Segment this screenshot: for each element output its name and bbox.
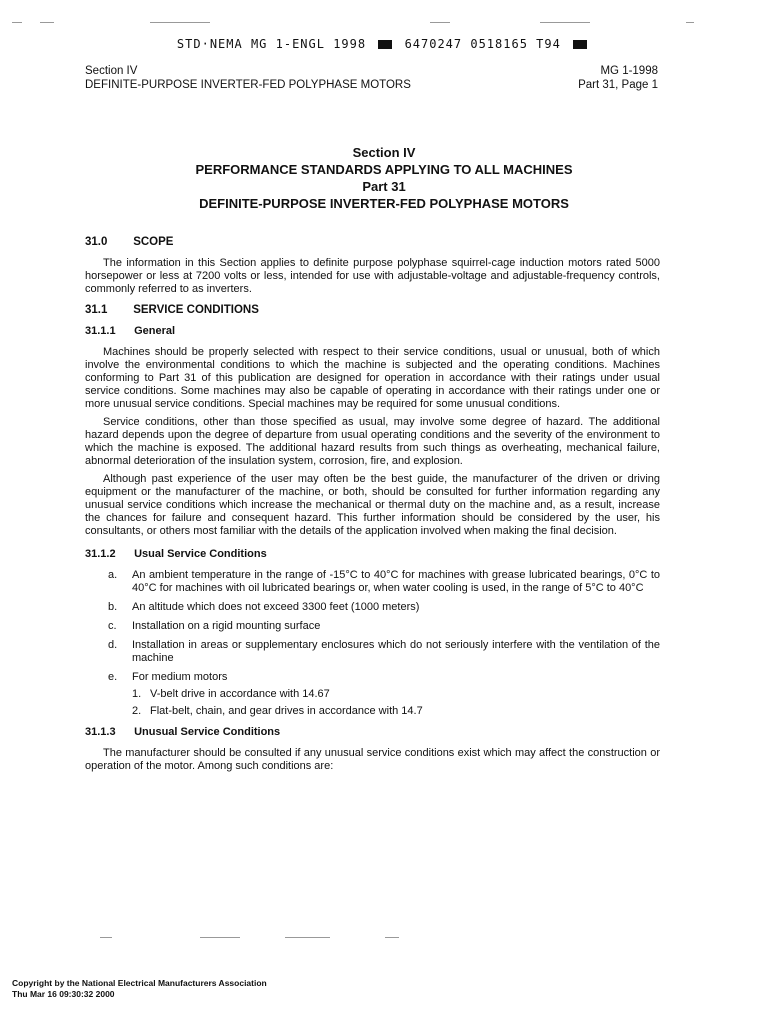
subsection-title: General bbox=[134, 325, 176, 337]
sublist-item bbox=[132, 688, 660, 701]
section-title: SERVICE CONDITIONS bbox=[133, 304, 259, 316]
scan-mark bbox=[686, 22, 694, 23]
scan-mark bbox=[540, 22, 590, 23]
list-item bbox=[85, 639, 660, 665]
list-number: 2. bbox=[132, 705, 142, 717]
subsection-heading-usual bbox=[85, 548, 660, 561]
subsection-title: Unusual Service Conditions bbox=[134, 726, 281, 738]
section-title: SCOPE bbox=[133, 236, 174, 248]
copyright-line: Copyright by the National Electrical Manufacturers Association bbox=[12, 978, 267, 988]
copyright-footer bbox=[12, 978, 267, 1000]
unusual-paragraph: The manufacturer should be consulted if any unusual service conditions exist which may affect the construction or operation of the motor. Among such conditions are: bbox=[85, 747, 660, 772]
list-text: An altitude which does not exceed 3300 feet (1000 meters) bbox=[132, 601, 420, 613]
stamp-text: STD·NEMA MG 1-ENGL 1998 bbox=[176, 37, 367, 51]
list-text: V-belt drive in accordance with 14.67 bbox=[150, 688, 330, 700]
scan-mark bbox=[12, 22, 22, 23]
scan-mark bbox=[40, 22, 54, 23]
list-letter: e. bbox=[108, 671, 118, 683]
scan-mark bbox=[285, 937, 330, 938]
stamp-block bbox=[573, 40, 587, 49]
section-heading-scope bbox=[85, 236, 660, 249]
subsection-title: Usual Service Conditions bbox=[134, 548, 267, 560]
running-header-right bbox=[578, 64, 658, 92]
header-section: Section IV bbox=[85, 65, 138, 77]
list-item bbox=[85, 569, 660, 595]
list-letter: d. bbox=[108, 639, 118, 651]
list-letter: c. bbox=[108, 620, 117, 632]
list-number: 1. bbox=[132, 688, 142, 700]
medium-motors-sublist bbox=[132, 688, 660, 718]
list-item bbox=[85, 671, 660, 718]
header-section-title: DEFINITE-PURPOSE INVERTER-FED POLYPHASE MOTORS bbox=[85, 79, 411, 91]
list-letter: b. bbox=[108, 601, 118, 613]
subsection-number: 31.1.3 bbox=[85, 726, 116, 738]
list-text: For medium motors bbox=[132, 671, 228, 683]
timestamp-line: Thu Mar 16 09:30:32 2000 bbox=[12, 989, 115, 999]
running-header-left bbox=[85, 64, 411, 92]
subsection-number: 31.1.1 bbox=[85, 325, 116, 337]
scan-mark bbox=[150, 22, 210, 23]
header-doc-id: MG 1-1998 bbox=[600, 65, 658, 77]
title-section: Section IV bbox=[352, 145, 416, 160]
list-item bbox=[85, 601, 660, 614]
document-stamp bbox=[0, 37, 768, 51]
stamp-block bbox=[378, 40, 392, 49]
title-performance: PERFORMANCE STANDARDS APPLYING TO ALL MACHINES bbox=[195, 162, 573, 177]
header-page-ref: Part 31, Page 1 bbox=[578, 79, 658, 91]
scan-mark bbox=[100, 937, 112, 938]
title-part: Part 31 bbox=[362, 179, 406, 194]
list-letter: a. bbox=[108, 569, 118, 581]
section-heading-service-conditions bbox=[85, 304, 660, 317]
sublist-item bbox=[132, 705, 660, 718]
subsection-heading-unusual bbox=[85, 726, 660, 739]
general-paragraph-3: Although past experience of the user may often be the best guide, the manufacturer of the driven or driving equipment or the manufacturer of the machine, or both, should be consulted for further information regarding any unusual service conditions which increase the mechanical or thermal duty on the machine and, as a result, increase the chances for failure and consequent hazard. This further information should be considered by the user, his consultants, or others most familiar with the details of the application involved when making the final decision. bbox=[85, 473, 660, 537]
scan-mark bbox=[385, 937, 399, 938]
page-title-block bbox=[0, 144, 768, 212]
usual-conditions-list bbox=[85, 569, 660, 718]
section-number: 31.1 bbox=[85, 304, 108, 316]
list-text: Installation in areas or supplementary enclosures which do not seriously interfere with the ventilation of the machine bbox=[132, 639, 660, 664]
title-part-name: DEFINITE-PURPOSE INVERTER-FED POLYPHASE MOTORS bbox=[199, 196, 569, 211]
scope-paragraph: The information in this Section applies to definite purpose polyphase squirrel-cage induction motors rated 5000 horsepower or less at 7200 volts or less, intended for use with adjustable-voltage and adjustable-frequency controls, commonly referred to as inverters. bbox=[85, 257, 660, 295]
section-number: 31.0 bbox=[85, 236, 108, 248]
general-paragraph-2: Service conditions, other than those specified as usual, may involve some degree of hazard. The additional hazard depends upon the degree of departure from usual operating conditions and the severity of the environment to which the machine is exposed. The additional hazard results from such things as overheating, mechanical failure, abnormal deterioration of the insulation system, corrosion, fire, and explosion. bbox=[85, 416, 660, 467]
list-text: Installation on a rigid mounting surface bbox=[132, 620, 321, 632]
subsection-number: 31.1.2 bbox=[85, 548, 116, 560]
subsection-heading-general bbox=[85, 325, 660, 338]
general-paragraph-1: Machines should be properly selected with respect to their service conditions, usual or unusual, both of which involve the environmental conditions to which the machine is subjected and the operating conditions. Machines conforming to Part 31 of this publication are designed for operation in accordance with their ratings under usual service conditions. Some machines may also be capable of operating in accordance with their ratings under one or more unusual service conditions. Special machines may be required for some unusual conditions. bbox=[85, 346, 660, 410]
scan-mark bbox=[430, 22, 450, 23]
list-item bbox=[85, 620, 660, 633]
stamp-code: 6470247 0518165 T94 bbox=[404, 37, 561, 51]
scan-mark bbox=[200, 937, 240, 938]
document-body bbox=[85, 236, 660, 778]
list-text: An ambient temperature in the range of -15°C to 40°C for machines with grease lubricated bearings, 0°C to 40°C for machines with oil lubricated bearings or, when water cooling is used, in the range of 5°C to 40°C bbox=[132, 569, 660, 594]
list-text: Flat-belt, chain, and gear drives in accordance with 14.7 bbox=[150, 705, 423, 717]
